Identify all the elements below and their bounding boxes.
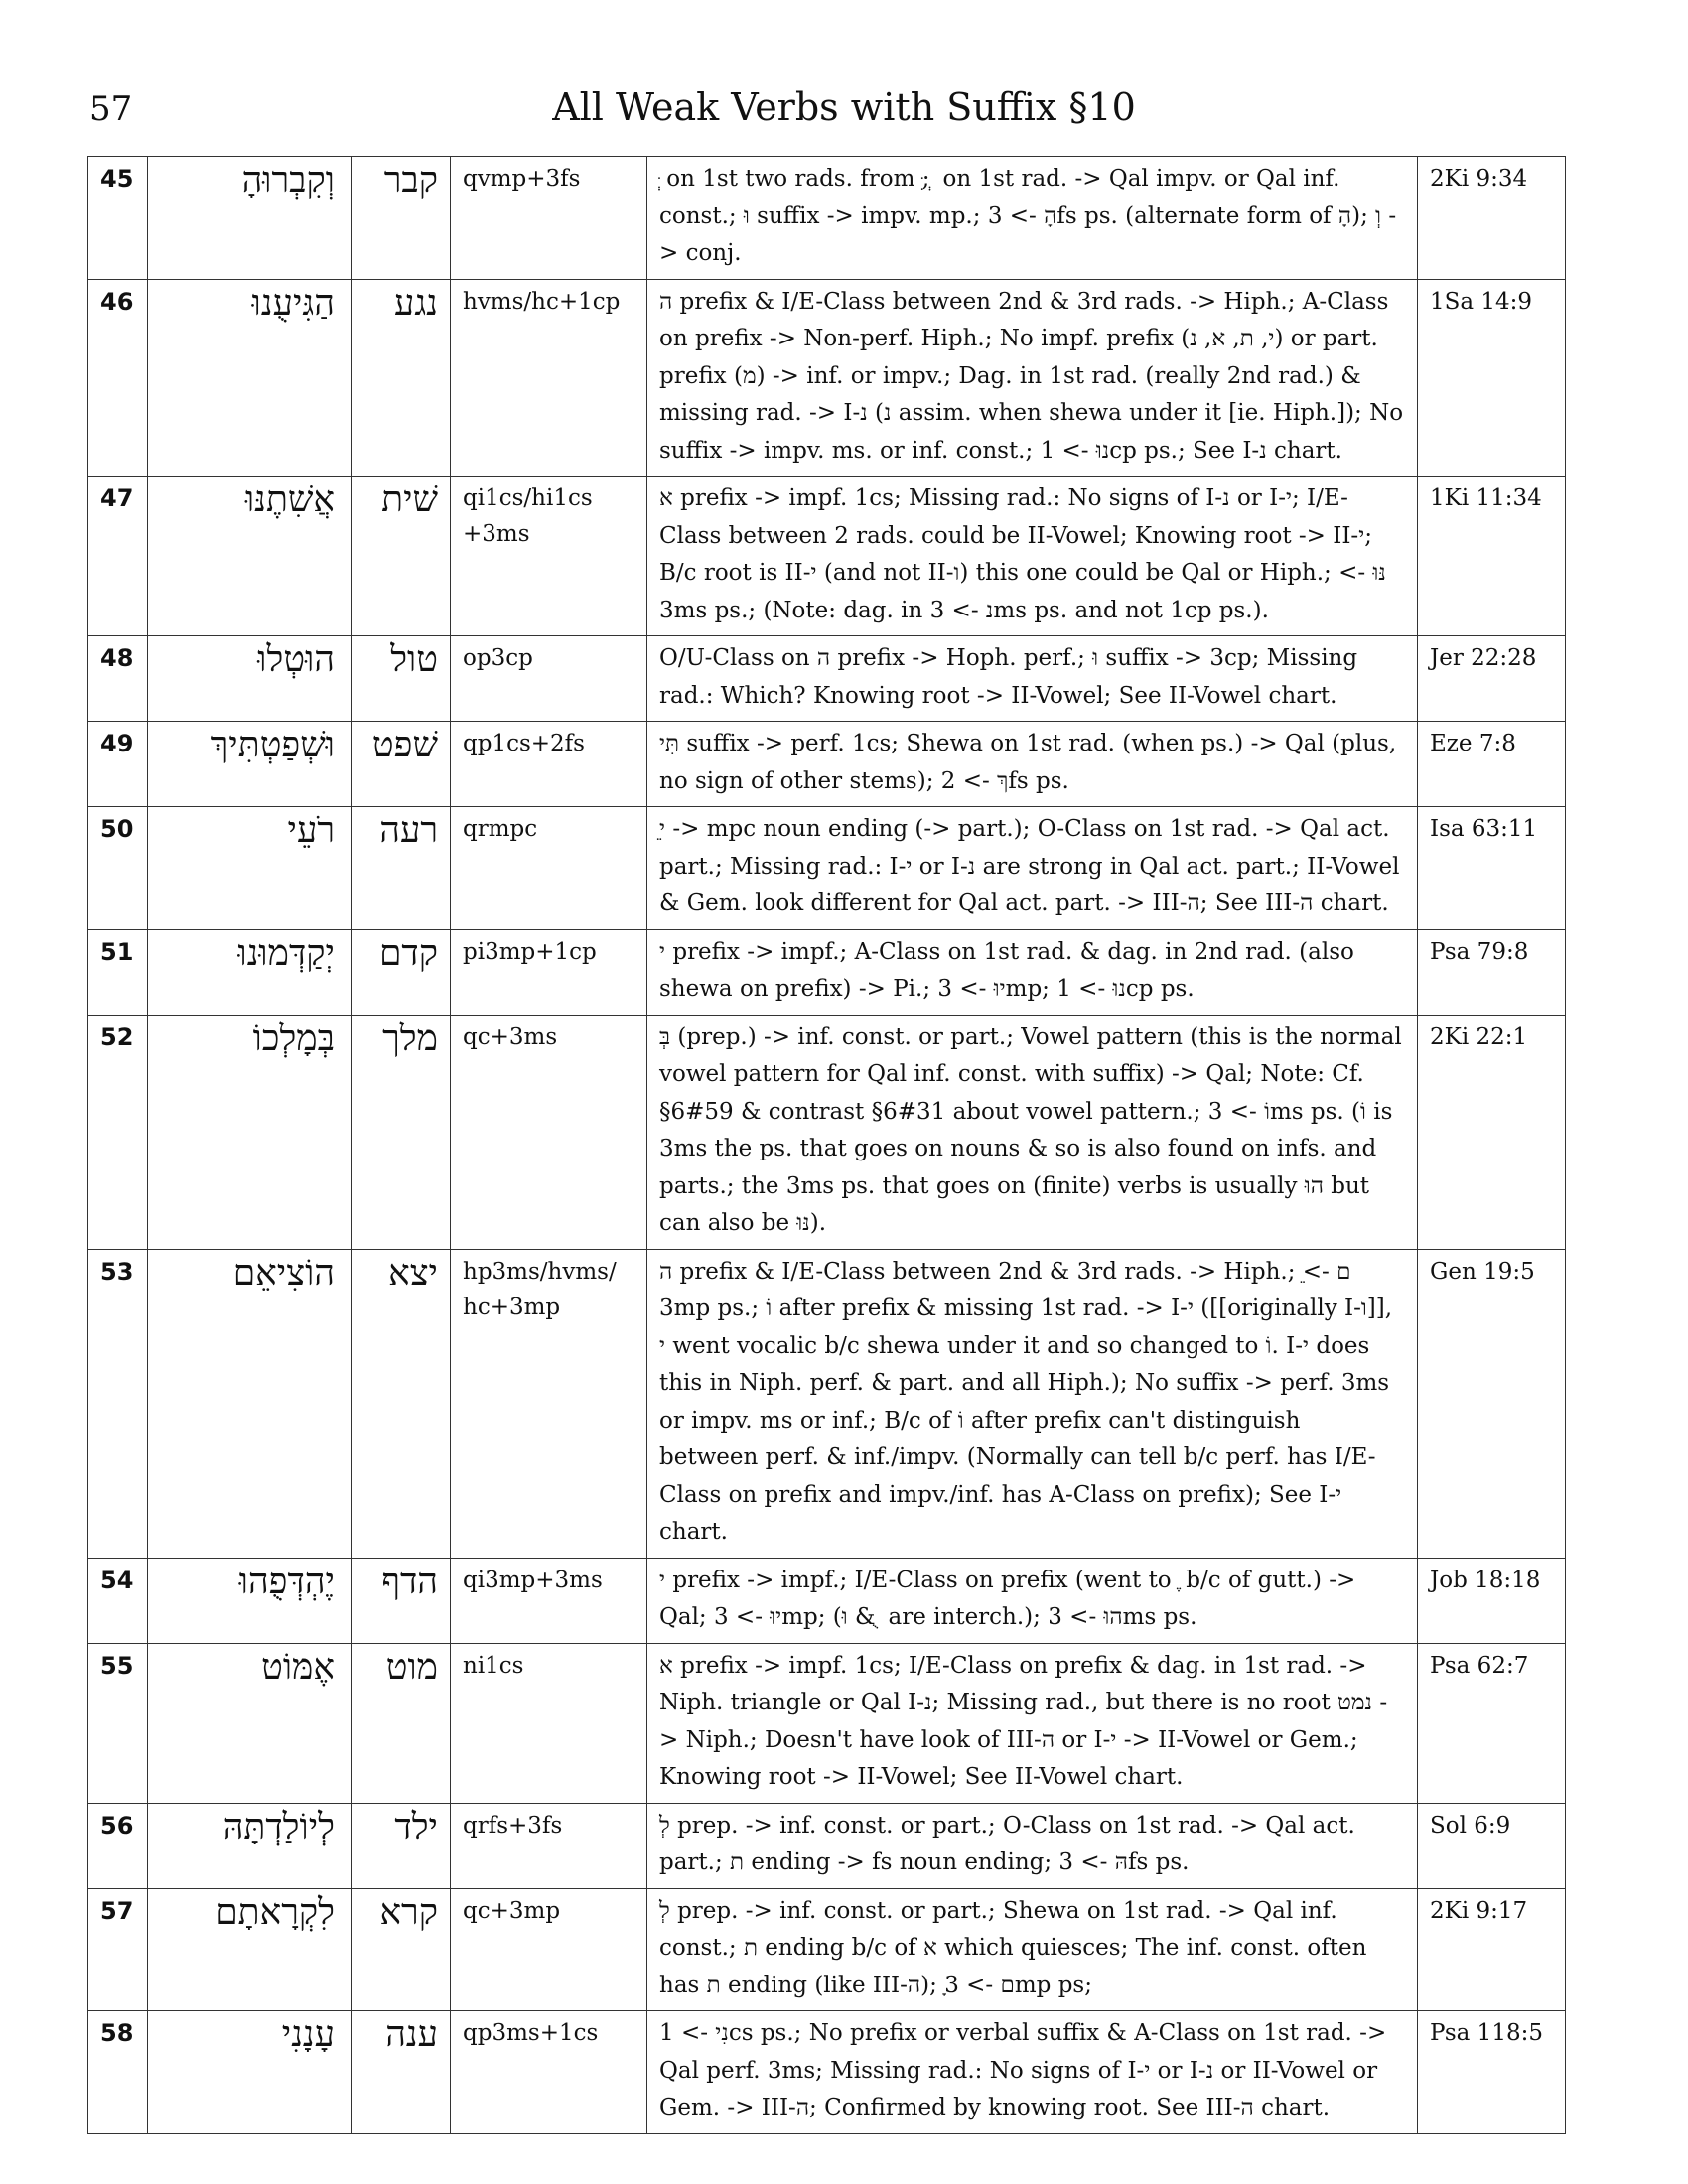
hebrew-form: וּשְׁפַטְתִּיךְ [148,722,352,807]
parsing-code: qc+3mp [451,1888,647,2011]
parsing-code: qi1cs/hi1cs +3ms [451,477,647,636]
entry-number: 55 [88,1643,148,1803]
analysis-notes: לְ prep. -> inf. const. or part.; Shewa on 1st rad. -> Qal inf. const.; ת ending b/c of א which quiesces; The inf. const. often has ת ending (like III-ה); ָם -> 3mp ps; [647,1888,1418,2011]
scripture-reference: Jer 22:28 [1418,636,1566,722]
verb-table [87,156,1566,2134]
analysis-notes: א prefix -> impf. 1cs; I/E-Class on prefix & dag. in 1st rad. -> Niph. triangle or Qal I-נ; Missing rad., but there is no root נמט -> Niph.; Doesn't have look of III-ה or I-י -> II-Vowel or Gem.; Knowing root -> II-Vowel; See II-Vowel chart. [647,1643,1418,1803]
hebrew-form: וְקִבְרוּהָ [148,157,352,280]
hebrew-form: אֶמּוֹט [148,1643,352,1803]
entry-number: 53 [88,1249,148,1558]
hebrew-form: לְיוֹלַדְתָּהּ [148,1803,352,1888]
analysis-notes: לְ prep. -> inf. const. or part.; O-Class on 1st rad. -> Qal act. part.; ת ending -> fs noun ending; הּ -> 3fs ps. [647,1803,1418,1888]
entry-number: 56 [88,1803,148,1888]
entry-number: 49 [88,722,148,807]
table-row [88,279,1566,477]
hebrew-form: הוּטְלוּ [148,636,352,722]
hebrew-root: שׁית [352,477,451,636]
hebrew-form: הוֹצִיאֵם [148,1249,352,1558]
table-row [88,157,1566,280]
parsing-code: hvms/hc+1cp [451,279,647,477]
scripture-reference: Psa 79:8 [1418,929,1566,1015]
hebrew-form: יְקַדְּמוּנוּ [148,929,352,1015]
table-row [88,929,1566,1015]
table-row [88,1803,1566,1888]
parsing-code: ni1cs [451,1643,647,1803]
entry-number: 50 [88,807,148,930]
table-row [88,1558,1566,1643]
hebrew-root: יצא [352,1249,451,1558]
entry-number: 52 [88,1015,148,1249]
scripture-reference: 1Sa 14:9 [1418,279,1566,477]
hebrew-root: נגע [352,279,451,477]
parsing-code: op3cp [451,636,647,722]
analysis-notes: ֵי -> mpc noun ending (-> part.); O-Class on 1st rad. -> Qal act. part.; Missing rad.: I-י or I-נ are strong in Qal act. part.; II-Vowel & Gem. look different for Qal act. part. -> III-ה; See III-ה chart. [647,807,1418,930]
scripture-reference: Sol 6:9 [1418,1803,1566,1888]
hebrew-form: עָנָנִי [148,2011,352,2134]
table-row [88,1015,1566,1249]
parsing-code: qp3ms+1cs [451,2011,647,2134]
scripture-reference: 2Ki 22:1 [1418,1015,1566,1249]
hebrew-form: הַגִּיעֻנוּ [148,279,352,477]
analysis-notes: א prefix -> impf. 1cs; Missing rad.: No signs of I-נ or I-י; I/E-Class between 2 rads. could be II-Vowel; Knowing root -> II-י; B/c root is II-י (and not II-ו) this one could be Qal or Hiph.; נּוּ -> 3ms ps.; (Note: dag. in נ -> 3ms ps. and not 1cp ps.). [647,477,1418,636]
hebrew-root: מלך [352,1015,451,1249]
table-row [88,1888,1566,2011]
entry-number: 45 [88,157,148,280]
table-row [88,636,1566,722]
analysis-notes: י prefix -> impf.; A-Class on 1st rad. & dag. in 2nd rad. (also shewa on prefix) -> Pi.; יוּ -> 3mp; נוּ -> 1cp ps. [647,929,1418,1015]
hebrew-form: בְּמָלְכוֹ [148,1015,352,1249]
scripture-reference: Isa 63:11 [1418,807,1566,930]
hebrew-form: יֶהְדְּפֻהוּ [148,1558,352,1643]
table-row [88,477,1566,636]
hebrew-root: קדם [352,929,451,1015]
hebrew-root: ילד [352,1803,451,1888]
scripture-reference: 1Ki 11:34 [1418,477,1566,636]
scripture-reference: Psa 118:5 [1418,2011,1566,2134]
hebrew-form: אֲשִׁתֶנּוּ [148,477,352,636]
entry-number: 51 [88,929,148,1015]
scripture-reference: Gen 19:5 [1418,1249,1566,1558]
table-row [88,1249,1566,1558]
hebrew-form: לִקְרָאתָם [148,1888,352,2011]
scripture-reference: Eze 7:8 [1418,722,1566,807]
hebrew-root: קבר [352,157,451,280]
analysis-notes: O/U-Class on ה prefix -> Hoph. perf.; וּ suffix -> 3cp; Missing rad.: Which? Knowing root -> II-Vowel; See II-Vowel chart. [647,636,1418,722]
page-title: All Weak Verbs with Suffix §10 [552,85,1136,129]
entry-number: 57 [88,1888,148,2011]
parsing-code: qc+3ms [451,1015,647,1249]
hebrew-root: ענה [352,2011,451,2134]
scripture-reference: Job 18:18 [1418,1558,1566,1643]
hebrew-root: טול [352,636,451,722]
entry-number: 47 [88,477,148,636]
hebrew-root: מוט [352,1643,451,1803]
analysis-notes: י prefix -> impf.; I/E-Class on prefix (went to ֶ b/c of gutt.) -> Qal; יוּ -> 3mp; (וּ & ֻ are interch.); הוּ -> 3ms ps. [647,1558,1418,1643]
table-row [88,807,1566,930]
table-row [88,2011,1566,2134]
entry-number: 46 [88,279,148,477]
parsing-code: qvmp+3fs [451,157,647,280]
hebrew-root: הדף [352,1558,451,1643]
parsing-code: qrmpc [451,807,647,930]
hebrew-root: קרא [352,1888,451,2011]
table-row [88,1643,1566,1803]
page-number: 57 [89,89,133,129]
scripture-reference: 2Ki 9:34 [1418,157,1566,280]
scripture-reference: 2Ki 9:17 [1418,1888,1566,2011]
analysis-notes: ה prefix & I/E-Class between 2nd & 3rd rads. -> Hiph.; ֵם -> 3mp ps.; וֹ after prefix & missing 1st rad. -> I-י ([[originally I-ו]], י went vocalic b/c shewa under it and so changed to וֹ. I-י does this in Niph. perf. & part. and all Hiph.); No suffix -> perf. 3ms or impv. ms or inf.; B/c of וֹ after prefix can't distinguish between perf. & inf./impv. (Normally can tell b/c perf. has I/E-Class on prefix and impv./inf. has A-Class on prefix); See I-י chart. [647,1249,1418,1558]
hebrew-form: רֹעֵי [148,807,352,930]
analysis-notes: נִי -> 1cs ps.; No prefix or verbal suffix & A-Class on 1st rad. -> Qal perf. 3ms; Missing rad.: No signs of I-י or I-נ or II-Vowel or Gem. -> III-ה; Confirmed by knowing root. See III-ה chart. [647,2011,1418,2134]
hebrew-root: רעה [352,807,451,930]
analysis-notes: ה prefix & I/E-Class between 2nd & 3rd rads. -> Hiph.; A-Class on prefix -> Non-perf. Hiph.; No impf. prefix (י, ת, א, נ) or part. prefix (מ) -> inf. or impv.; Dag. in 1st rad. (really 2nd rad.) & missing rad. -> I-נ) נ assim. when shewa under it [ie. Hiph.]); No suffix -> impv. ms. or inf. const.; נוּ -> 1cp ps.; See I-נ chart. [647,279,1418,477]
entry-number: 54 [88,1558,148,1643]
parsing-code: qi3mp+3ms [451,1558,647,1643]
scripture-reference: Psa 62:7 [1418,1643,1566,1803]
entry-number: 58 [88,2011,148,2134]
analysis-notes: ְּ on 1st two rads. from ִּ; ְ on 1st rad. -> Qal impv. or Qal inf. const.; וּ suffix -> impv. mp.; הָ -> 3fs ps. (alternate form of הָ); וְ -> conj. [647,157,1418,280]
parsing-code: qrfs+3fs [451,1803,647,1888]
analysis-notes: תִּי suffix -> perf. 1cs; Shewa on 1st rad. (when ps.) -> Qal (plus, no sign of other stems); ךְ -> 2fs ps. [647,722,1418,807]
parsing-code: pi3mp+1cp [451,929,647,1015]
entry-number: 48 [88,636,148,722]
hebrew-root: שׁפט [352,722,451,807]
table-row [88,722,1566,807]
parsing-code: hp3ms/hvms/ hc+3mp [451,1249,647,1558]
analysis-notes: בְּ (prep.) -> inf. const. or part.; Vowel pattern (this is the normal vowel pattern for Qal inf. const. with suffix) -> Qal; Note: Cf. §6#59 & contrast §6#31 about vowel pattern.; וֹ -> 3ms ps. (וֹ is 3ms the ps. that goes on nouns & so is also found on infs. and parts.; the 3ms ps. that goes on (finite) verbs is usually הוּ but can also be נּוּ). [647,1015,1418,1249]
parsing-code: qp1cs+2fs [451,722,647,807]
